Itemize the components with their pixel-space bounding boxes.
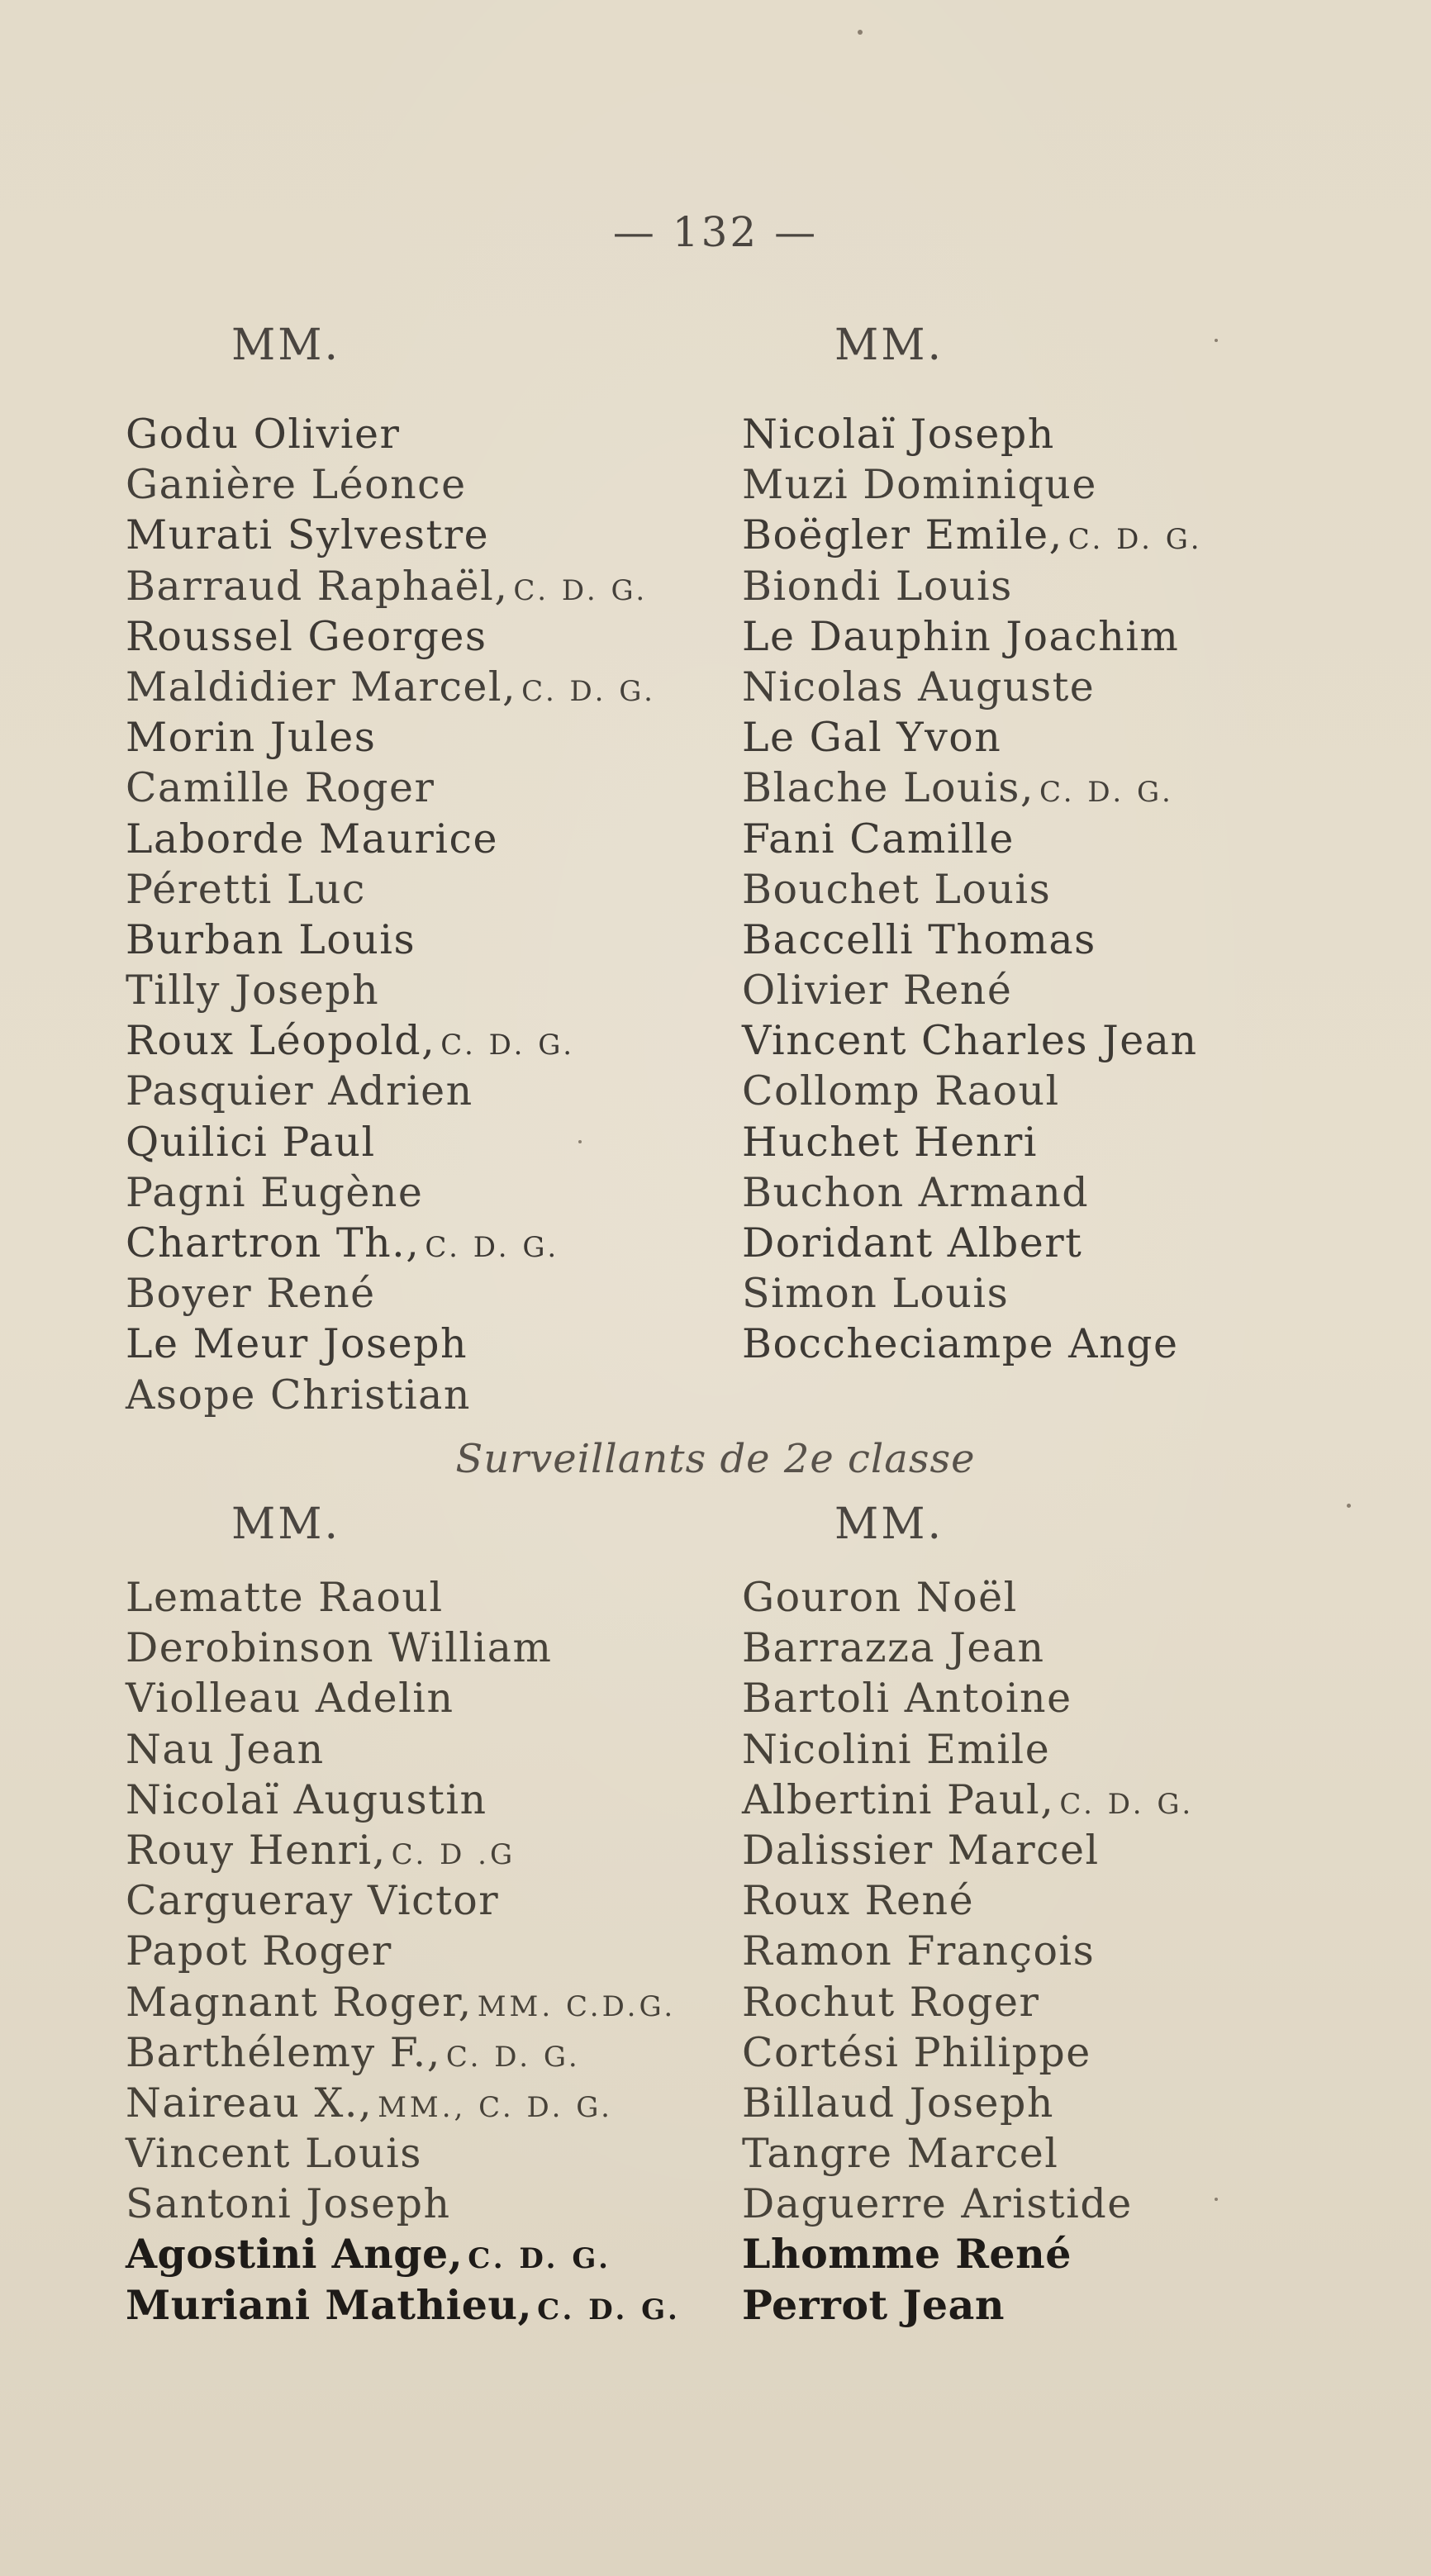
honor-suffix: MM., C. D. G. [378, 2090, 613, 2124]
list-item [742, 1775, 1194, 1825]
person-name: Barrazza Jean [742, 1624, 1045, 1672]
person-name: Ganière Léonce [126, 461, 467, 509]
list-item [742, 915, 1203, 965]
list-item [126, 712, 656, 763]
honor-suffix: C. D. G. [425, 1231, 560, 1264]
list-item [742, 2280, 1194, 2331]
person-name: Burban Louis [126, 915, 416, 963]
list-item [126, 2229, 681, 2279]
person-name: Vincent Charles Jean [742, 1017, 1198, 1065]
list-item [742, 2027, 1194, 2078]
upper-left-header: MM. [231, 321, 341, 370]
list-item [742, 763, 1203, 813]
list-item [742, 1673, 1194, 1723]
person-name: Tangre Marcel [742, 2130, 1059, 2178]
lower-left-header: MM. [231, 1499, 341, 1549]
list-item [742, 965, 1203, 1015]
person-name: Roux René [742, 1877, 975, 1925]
list-item [126, 864, 656, 915]
list-item [126, 1370, 656, 1420]
person-name: Le Gal Yvon [742, 714, 1002, 762]
list-item [126, 1673, 681, 1723]
paper-speck [858, 30, 863, 35]
person-name: Muriani Mathieu, [126, 2280, 533, 2329]
person-name: Asope Christian [126, 1371, 471, 1419]
person-name: Fani Camille [742, 815, 1015, 863]
person-name: Boëgler Emile, [742, 511, 1063, 559]
person-name: Péretti Luc [126, 865, 366, 913]
list-item [126, 459, 656, 510]
person-name: Le Meur Joseph [126, 1320, 468, 1368]
honor-suffix: C. D. G. [1039, 776, 1174, 810]
list-item [126, 662, 656, 712]
person-name: Godu Olivier [126, 411, 401, 458]
list-item [742, 1066, 1203, 1116]
list-item [126, 1775, 681, 1825]
person-name: Boyer René [126, 1270, 376, 1318]
honor-suffix: C. D. G. [1059, 1787, 1195, 1821]
person-name: Rochut Roger [742, 1978, 1040, 2026]
person-name: Tilly Joseph [126, 967, 380, 1015]
person-name: Daguerre Aristide [742, 2180, 1133, 2228]
person-name: Billaud Joseph [742, 2079, 1054, 2127]
list-item [126, 1066, 656, 1116]
person-name: Bouchet Louis [742, 865, 1052, 913]
person-name: Dalissier Marcel [742, 1826, 1100, 1874]
person-name: Biondi Louis [742, 562, 1013, 610]
person-name: Albertini Paul, [742, 1775, 1055, 1823]
list-item [742, 2229, 1194, 2279]
list-item [126, 1875, 681, 1926]
list-item [742, 814, 1203, 864]
section-title: Surveillants de 2e classe [455, 1436, 976, 1482]
list-item [742, 409, 1203, 459]
list-item [742, 1977, 1194, 2027]
person-name: Muzi Dominique [742, 461, 1097, 509]
paper-speck [1215, 339, 1218, 342]
list-item [742, 662, 1203, 712]
list-item [126, 1926, 681, 1976]
person-name: Pagni Eugène [126, 1168, 424, 1216]
list-item [742, 712, 1203, 763]
upper-left-list [126, 409, 656, 1420]
honor-suffix: C. D. G. [468, 2242, 611, 2276]
list-item [742, 2179, 1194, 2229]
list-item [126, 1319, 656, 1369]
person-name: Violleau Adelin [126, 1675, 454, 1723]
person-name: Collomp Raoul [742, 1067, 1060, 1115]
person-name: Nicolini Emile [742, 1725, 1051, 1773]
list-item [126, 1825, 681, 1875]
lower-right-list [742, 1572, 1194, 2331]
person-name: Nicolas Auguste [742, 663, 1096, 711]
list-item [126, 814, 656, 864]
list-item [742, 1623, 1194, 1673]
person-name: Gouron Noël [742, 1574, 1018, 1621]
list-item [742, 1319, 1203, 1369]
person-name: Roux Léopold, [126, 1017, 436, 1065]
list-item [126, 2179, 681, 2229]
paper-speck [1215, 2198, 1218, 2201]
list-item [126, 409, 656, 459]
person-name: Ramon François [742, 1927, 1096, 1975]
person-name: Pasquier Adrien [126, 1067, 473, 1115]
list-item [126, 611, 656, 662]
person-name: Barraud Raphaël, [126, 562, 509, 610]
person-name: Cargueray Victor [126, 1877, 500, 1925]
list-item [742, 1218, 1203, 1268]
person-name: Lhomme René [742, 2230, 1072, 2279]
list-item [742, 1724, 1194, 1775]
person-name: Quilici Paul [126, 1118, 376, 1166]
list-item [126, 763, 656, 813]
person-name: Naireau X., [126, 2079, 373, 2127]
lower-right-header: MM. [834, 1499, 944, 1549]
list-item [126, 2078, 681, 2128]
honor-suffix: C. D. G. [521, 674, 656, 708]
honor-suffix: MM. C.D.G. [477, 1989, 677, 2023]
person-name: Barthélemy F., [126, 2028, 441, 2076]
person-name: Cortési Philippe [742, 2028, 1091, 2076]
honor-suffix: C. D .G [391, 1837, 516, 1871]
upper-right-list [742, 409, 1203, 1370]
honor-suffix: C. D. G. [537, 2293, 681, 2326]
person-name: Roussel Georges [126, 612, 487, 660]
list-item [742, 1117, 1203, 1167]
person-name: Papot Roger [126, 1927, 392, 1975]
list-item [126, 1117, 656, 1167]
person-name: Murati Sylvestre [126, 511, 490, 559]
person-name: Nau Jean [126, 1725, 325, 1773]
list-item [742, 1825, 1194, 1875]
list-item [742, 561, 1203, 611]
paper-speck [1347, 1504, 1351, 1508]
honor-suffix: C. D. G. [1067, 523, 1203, 557]
list-item [742, 611, 1203, 662]
list-item [126, 1268, 656, 1319]
list-item [126, 561, 656, 611]
list-item [126, 510, 656, 560]
list-item [742, 864, 1203, 915]
list-item [742, 510, 1203, 560]
person-name: Magnant Roger, [126, 1978, 473, 2026]
person-name: Rouy Henri, [126, 1826, 387, 1874]
person-name: Baccelli Thomas [742, 915, 1096, 963]
person-name: Vincent Louis [126, 2130, 422, 2178]
person-name: Maldidier Marcel, [126, 663, 517, 711]
upper-right-header: MM. [834, 321, 944, 370]
list-item [742, 1875, 1194, 1926]
list-item [126, 1724, 681, 1775]
list-item [742, 1926, 1194, 1976]
list-item [126, 1218, 656, 1268]
honor-suffix: C. D. G. [513, 573, 649, 607]
list-item [126, 2280, 681, 2331]
list-item [742, 1167, 1203, 1218]
person-name: Nicolaï Joseph [742, 411, 1055, 458]
person-name: Buchon Armand [742, 1168, 1090, 1216]
person-name: Agostini Ange, [126, 2230, 464, 2279]
list-item [742, 2128, 1194, 2179]
person-name: Blache Louis, [742, 764, 1034, 812]
person-name: Le Dauphin Joachim [742, 612, 1180, 660]
list-item [742, 459, 1203, 510]
person-name: Olivier René [742, 967, 1013, 1015]
person-name: Huchet Henri [742, 1118, 1038, 1166]
person-name: Perrot Jean [742, 2280, 1005, 2329]
list-item [126, 915, 656, 965]
person-name: Nicolaï Augustin [126, 1775, 487, 1823]
honor-suffix: C. D. G. [445, 2040, 581, 2074]
honor-suffix: C. D. G. [440, 1029, 576, 1062]
person-name: Chartron Th., [126, 1219, 421, 1267]
person-name: Derobinson William [126, 1624, 553, 1672]
person-name: Simon Louis [742, 1270, 1010, 1318]
list-item [742, 2078, 1194, 2128]
list-item [126, 2027, 681, 2078]
list-item [126, 1167, 656, 1218]
list-item [742, 1015, 1203, 1066]
list-item [742, 1572, 1194, 1623]
person-name: Laborde Maurice [126, 815, 498, 863]
list-item [126, 1623, 681, 1673]
list-item [742, 1268, 1203, 1319]
lower-left-list [126, 1572, 681, 2331]
list-item [126, 1572, 681, 1623]
person-name: Bartoli Antoine [742, 1675, 1072, 1723]
person-name: Lematte Raoul [126, 1574, 444, 1621]
list-item [126, 965, 656, 1015]
person-name: Morin Jules [126, 714, 377, 762]
page-number: — 132 — [612, 208, 819, 256]
person-name: Doridant Albert [742, 1219, 1083, 1267]
list-item [126, 1015, 656, 1066]
list-item [126, 2128, 681, 2179]
person-name: Camille Roger [126, 764, 435, 812]
person-name: Boccheciampe Ange [742, 1320, 1179, 1368]
paper-speck [578, 1140, 582, 1143]
list-item [126, 1977, 681, 2027]
person-name: Santoni Joseph [126, 2180, 451, 2228]
